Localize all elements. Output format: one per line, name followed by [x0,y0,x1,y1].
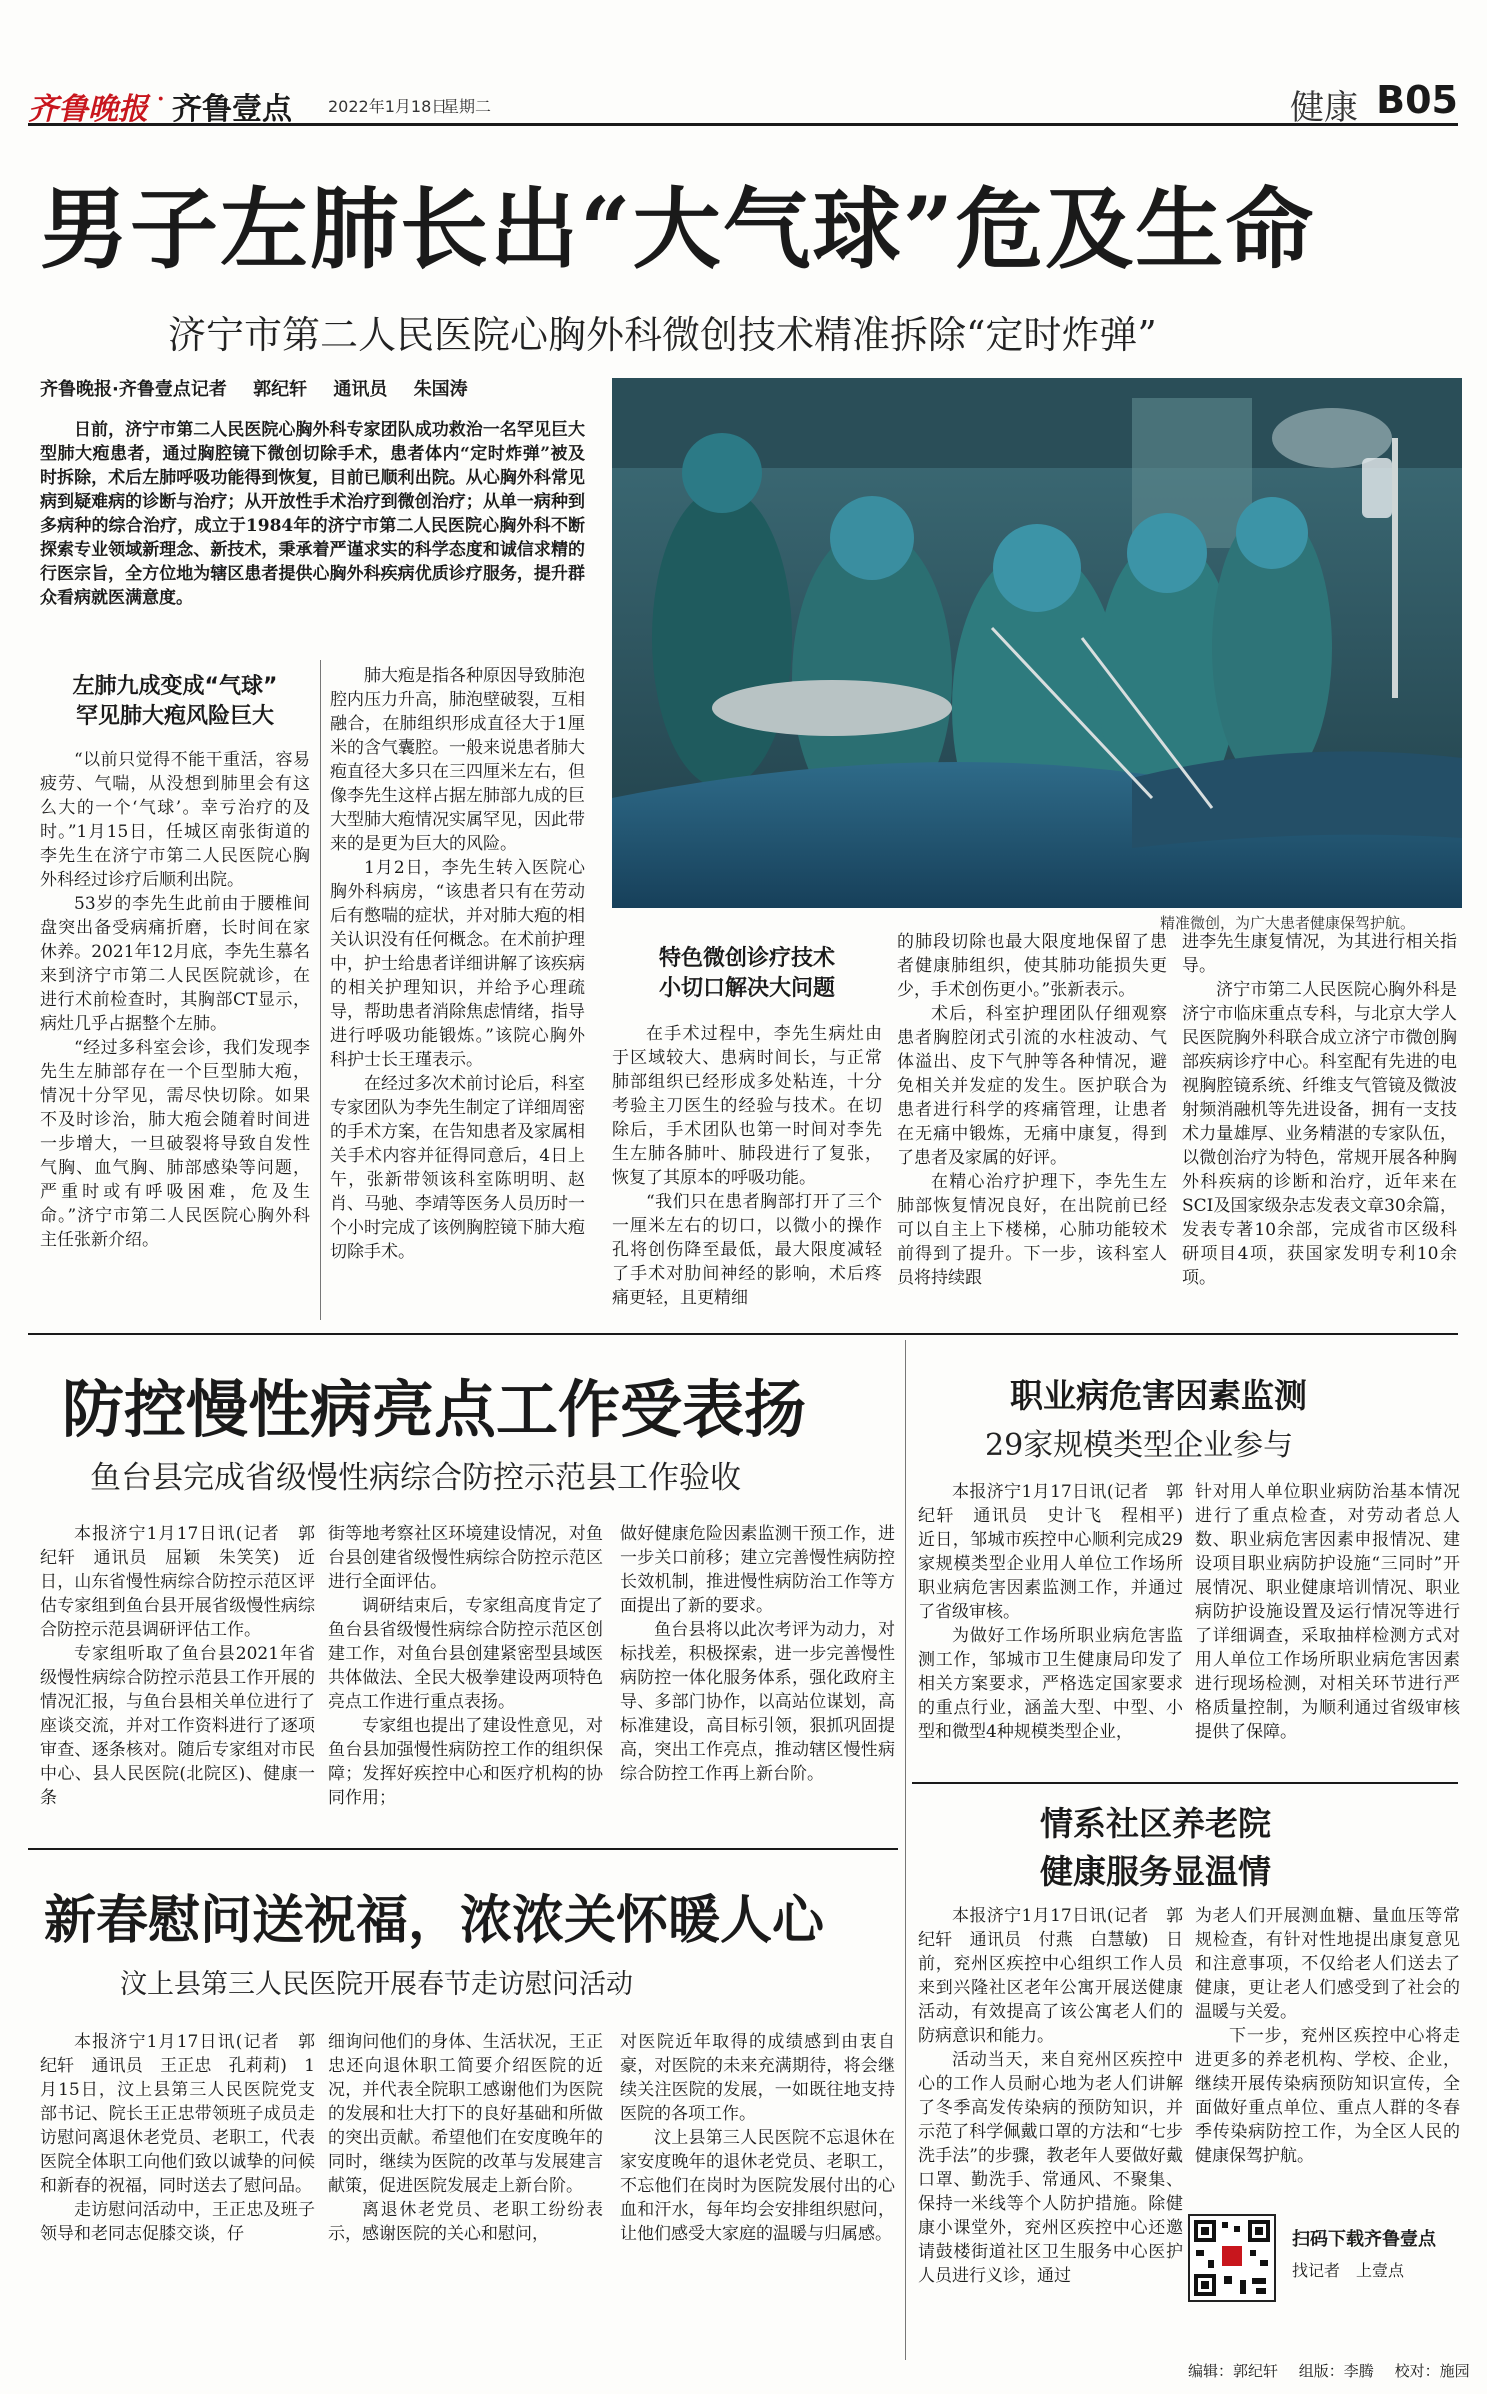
publication-date: 2022年1月18日 [328,97,448,116]
paragraph: 为做好工作场所职业病危害监测工作，邹城市卫生健康局印发了相关方案要求，严格选定国家要求的重点行业，涵盖大型、中型、小型和微型4种规模类型企业， [918,1626,1183,1742]
byline-org: 齐鲁晚报·齐鲁壹点记者 [40,379,227,400]
article3-col1 [918,1480,1200,1744]
article4-col1 [40,2030,315,2246]
surgery-photo [612,378,1462,908]
section-divider [912,1782,1458,1784]
article2-col3 [620,1522,895,1786]
paragraph: 做好健康危险因素监测干预工作，进一步关口前移；建立完善慢性病防控长效机制，推进慢性病防治工作等方面提出了新的要求。 [620,1524,895,1616]
article5-title-line1: 情系社区养老院 [1040,1804,1271,1843]
article4-subtitle: 汶上县第三人民医院开展春节走访慰问活动 [120,1969,633,2000]
article3-subtitle: 29家规模类型企业参与 [985,1428,1294,1463]
paragraph: 济宁市第二人民医院心胸外科是济宁市临床重点专科，与北京大学人民医院胸外科联合成立济宁市微创胸部疾病诊疗中心。科室配有先进的电视胸腔镜系统、纤维支气管镜及微波射频消融机等先进设备，拥有一支技术力量雄厚、业务精湛的专家队伍，以微创治疗为特色，常规开展各种胸外科疾病的诊断和治疗，近年来在SCI及国家级杂志发表文章30余篇，发表专著10余部，完成省市区级科研项目4项，获国家发明专利10余项。 [1182,980,1457,1288]
paragraph: 鱼台县将以此次考评为动力，对标找差，积极探索，进一步完善慢性病防控一体化服务体系，强化政府主导、多部门协作，以高站位谋划，高标准建设，高目标引领，狠抓巩固提高，突出工作亮点，推动辖区慢性病综合防控工作再上新台阶。 [620,1620,895,1784]
article1-col3 [612,1022,882,1310]
paragraph: 在经过多次术前讨论后，科室专家团队为李先生制定了详细周密的手术方案，在告知患者及家属相关手术内容并征得同意后，4日上午，张新带领该科室陈明明、赵肖、马驰、李靖等医务人员历时一个小时完成了该例胸腔镜下肺大疱切除手术。 [330,1074,585,1262]
article5-col2 [1195,1904,1460,2168]
byline-correspondent: 朱国涛 [413,379,468,400]
paragraph: 汶上县第三人民医院不忘退休在家安度晚年的退休老党员、老职工，不忘他们在岗时为医院发展付出的心血和汗水，每年均会安排组织慰问，让他们感受大家庭的温暖与归属感。 [620,2128,895,2244]
paragraph: 街等地考察社区环境建设情况，对鱼台县创建省级慢性病综合防控示范区进行全面评估。 [328,1524,603,1592]
editor-credits [1188,2360,1486,2381]
paragraph: 术后，科室护理团队仔细观察患者胸腔闭式引流的水柱波动、气体溢出、皮下气肿等各种情况，避免相关并发症的发生。医护联合为患者进行科学的疼痛管理，让患者在无痛中锻炼，无痛中康复，得到了患者及家属的好评。 [897,1004,1167,1168]
paragraph: 专家组听取了鱼台县2021年省级慢性病综合防控示范县工作开展的情况汇报，与鱼台县相关单位进行了座谈交流，并对工作资料进行了逐项审查、逐条核对。随后专家组对市民中心、县人民医院(北院区)、健康一条 [40,1644,315,1808]
paragraph: 针对用人单位职业病防治基本情况进行了重点检查，对劳动者总人数、职业病危害因素申报情况、建设项目职业病防护设施“三同时”开展情况、职业健康培训情况、职业病防护设施设置及运行情况等进行了详细调查，采取抽样检测方式对用人单位工作场所职业病危害因素进行现场检测，对相关环节进行严格质量控制，为顺利通过省级审核提供了保障。 [1195,1482,1460,1742]
qr-code[interactable] [1188,2214,1276,2302]
qr-download-text: 扫码下载齐鲁壹点 [1292,2229,1436,2250]
subhead1-line2: 罕见肺大疱风险巨大 [75,704,274,729]
paragraph: 进李先生康复情况，为其进行相关指导。 [1182,932,1457,976]
article5-col1 [918,1904,1183,2288]
paragraph: 对医院近年取得的成绩感到由衷自豪，对医院的未来充满期待，将会继续关注医院的发展，一如既往地支持医院的各项工作。 [620,2032,895,2124]
article1-col5 [1182,930,1457,1290]
article1-subhead2 [612,944,882,1004]
column-divider [320,660,321,1320]
paragraph: “我们只在患者胸部打开了三个一厘米左右的切口，以微小的操作孔将创伤降至最低，最大限度减轻了手术对肋间神经的影响，术后疼痛更轻，且更精细 [612,1192,882,1308]
paragraph: 下一步，兖州区疾控中心将走进更多的养老机构、学校、企业，继续开展传染病预防知识宣传，全面做好重点单位、重点人群的冬春季传染病防控工作，为全区人民的健康保驾护航。 [1195,2026,1460,2166]
paragraph: 的肺段切除也最大限度地保留了患者健康肺组织，使其肺功能损失更少，手术创伤更小。”张新表示。 [897,932,1167,1000]
layout-editor: 组版：李腾 [1298,2362,1374,2380]
paragraph: 细询问他们的身体、生活状况，王正忠还向退休职工简要介绍医院的近况，并代表全院职工感谢他们为医院的发展和壮大打下的良好基础和所做的突出贡献。希望他们在安度晚年的同时，继续为医院的改革与发展建言献策，促进医院发展走上新台阶。 [328,2032,603,2196]
article1-col2 [330,664,585,1264]
section-name: 健康 [1290,88,1358,128]
paragraph: 为老人们开展测血糖、量血压等常规检查，有针对性地提出康复意见和注意事项，不仅给老人们送去了健康，更让老人们感受到了社会的温暖与关爱。 [1195,1906,1460,2022]
paragraph: 活动当天，来自兖州区疾控中心的工作人员耐心地为老人们讲解了冬季高发传染病的预防知识，并示范了科学佩戴口罩的方法和“七步洗手法”的步骤，教老年人要做好戴口罩、勤洗手、常通风、不聚集、保持一米线等个人防护措施。除健康小课堂外，兖州区疾控中心还邀请鼓楼街道社区卫生服务中心医护人员进行义诊，通过 [918,2050,1183,2286]
page-number: B05 [1376,78,1458,122]
article1-subtitle: 济宁市第二人民医院心胸外科微创技术精准拆除“定时炸弹” [168,313,1157,357]
article2-title: 防控慢性病亮点工作受表扬 [62,1373,807,1446]
article1-subhead1 [40,672,310,732]
paragraph: 专家组也提出了建设性意见，对鱼台县加强慢性病防控工作的组织保障；发挥好疾控中心和医疗机构的协同作用； [328,1716,603,1808]
article2-col2 [328,1522,603,1810]
paragraph: 肺大疱是指各种原因导致肺泡腔内压力升高，肺泡壁破裂，互相融合，在肺组织形成直径大于1厘米的含气囊腔。一般来说患者肺大疱直径大多只在三四厘米左右，但像李先生这样占据左肺部九成的巨大型肺大疱情况实属罕见，因此带来的是更为巨大的风险。 [330,666,585,854]
article5-title-line2: 健康服务显温情 [1040,1852,1271,1891]
photo-caption: 精准微创，为广大患者健康保驾护航。 [1160,914,1416,932]
article1-byline [40,375,488,401]
masthead [28,78,1458,126]
paragraph: 离退休老党员、老职工纷纷表示，感谢医院的关心和慰问， [328,2200,603,2244]
subhead2-line1: 特色微创诊疗技术 [658,946,835,971]
paragraph: 本报济宁1月17日讯(记者 郭纪轩 通讯员 王正忠 孔莉莉) 1月15日，汶上县第三人民医院党支部书记、院长王正忠带领班子成员走访慰问离退休老党员、老职工，代表医院全体职工向他们致以诚挚的问候和新春的祝福，同时送去了慰问品。 [40,2032,315,2196]
paragraph: 53岁的李先生此前由于腰椎间盘突出备受病痛折磨，长时间在家休养。2021年12月底，李先生慕名来到济宁市第二人民医院就诊，在进行术前检查时，其胸部CT显示，病灶几乎占据整个左肺。 [40,894,310,1034]
article1-lead: 日前，济宁市第二人民医院心胸外科专家团队成功救治一名罕见巨大型肺大疱患者，通过胸腔镜下微创切除手术，患者体内“定时炸弹”被及时拆除，术后左肺呼吸功能得到恢复，目前已顺利出院。从心胸外科常见病到疑难病的诊断与治疗；从开放性手术治疗到微创治疗；从单一病种到多病种的综合治疗，成立于1984年的济宁市第二人民医院心胸外科不断探索专业领域新理念、新技术，秉承着严谨求实的科学态度和诚信求精的行医宗旨，全方位地为辖区患者提供心胸外科疾病优质诊疗服务，提升群众看病就医满意度。 [40,420,585,608]
paragraph: 调研结束后，专家组高度肯定了鱼台县省级慢性病综合防控示范区创建工作，对鱼台县创建紧密型县域医共体做法、全民大极拳建设两项特色亮点工作进行重点表扬。 [328,1596,603,1712]
article1-col1 [40,748,310,1252]
article1-col4 [897,930,1167,1290]
paragraph: 本报济宁1月17日讯(记者 郭纪轩 通讯员 屈颖 朱笑笑) 近日，山东省慢性病综合防控示范区评估专家组到鱼台县开展省级慢性病综合防控示范县调研评估工作。 [40,1524,315,1640]
byline-role: 通讯员 [333,379,388,400]
article1-title: 男子左肺长出“大气球”危及生命 [40,177,1316,281]
paragraph: “以前只觉得不能干重活，容易疲劳、气喘，从没想到肺里会有这么大的一个‘气球’。幸亏治疗的及时。”1月15日，任城区南张街道的李先生在济宁市第二人民医院心胸外科经过诊疗后顺利出院。 [40,750,310,890]
article2-col1 [40,1522,315,1810]
qr-contact-text: 找记者 上壹点 [1292,2261,1405,2280]
paragraph: 走访慰问活动中，王正忠及班子领导和老同志促膝交谈，仔 [40,2200,315,2244]
article2-subtitle: 鱼台县完成省级慢性病综合防控示范县工作验收 [90,1460,741,1496]
paragraph: 1月2日，李先生转入医院心胸外科病房，“该患者只有在劳动后有憋喘的症状，并对肺大疱的相关认识没有任何概念。在术前护理中，护士给患者详细讲解了该疾病的相关护理知识，并给予心理疏导，帮助患者消除焦虑情绪，指导进行呼吸功能锻炼。”该院心胸外科护士长王瑾表示。 [330,858,585,1070]
byline-reporter: 郭纪轩 [253,379,308,400]
paragraph: 在手术过程中，李先生病灶由于区域较大、患病时间长，与正常肺部组织已经形成多处粘连，十分考验主刀医生的经验与技术。在切除后，手术团队也第一时间对李先生左肺各肺叶、肺段进行了复张，恢复了其原本的呼吸功能。 [612,1024,882,1188]
publication-weekday: 星期二 [443,97,492,116]
article3-col2 [1195,1480,1460,1744]
article4-title: 新春慰问送祝福，浓浓关怀暖人心 [44,1890,825,1951]
paragraph: 在精心治疗护理下，李先生左肺部恢复情况良好，在出院前已经可以自主上下楼梯，心肺功能较术前得到了提升。下一步，该科室人员将持续跟 [897,1172,1167,1288]
app-logo: 齐鲁壹点 [172,92,292,127]
article4-col3 [620,2030,895,2246]
article3-title: 职业病危害因素监测 [1010,1376,1307,1415]
subhead1-line1: 左肺九成变成“气球” [72,674,278,699]
editor: 编辑：郭纪轩 [1188,2362,1279,2380]
paragraph: 本报济宁1月17日讯(记者 郭纪轩 通讯员 付燕 白慧敏) 日前，兖州区疾控中心组织工作人员来到兴隆社区老年公寓开展送健康活动，有效提高了该公寓老人们的防病意识和能力。 [918,1906,1183,2046]
article4-col2 [328,2030,603,2246]
column-divider [905,1340,906,2360]
logo-separator: · [156,82,166,117]
section-divider [28,1333,1458,1335]
paragraph: 本报济宁1月17日讯(记者 郭纪轩 通讯员 史计飞 程相平) 近日，邹城市疾控中心顺利完成29家规模类型企业用人单位工作场所职业病危害因素监测工作，并通过了省级审核。 [918,1482,1200,1622]
section-divider [28,1848,898,1850]
subhead2-line2: 小切口解决大问题 [658,976,835,1001]
proofreader: 校对：施园 [1394,2362,1470,2380]
paragraph: “经过多科室会诊，我们发现李先生左肺部存在一个巨型肺大疱，情况十分罕见，需尽快切除。如果不及时诊治，肺大疱会随着时间进一步增大，一旦破裂将导致自发性气胸、血气胸、肺部感染等问题，严重时或有呼吸困难，危及生命。”济宁市第二人民医院心胸外科主任张新介绍。 [40,1038,310,1250]
newspaper-logo: 齐鲁晚报 [28,92,148,127]
